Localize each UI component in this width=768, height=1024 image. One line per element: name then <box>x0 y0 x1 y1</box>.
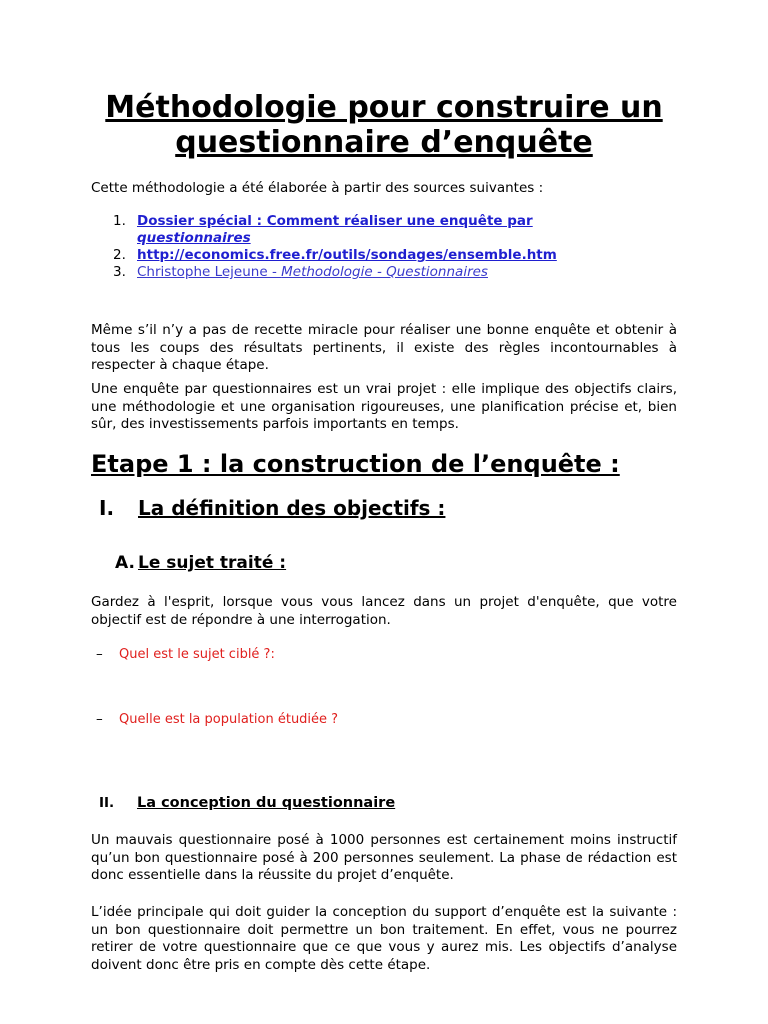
source-item <box>91 264 651 281</box>
section-2-number: II. <box>99 795 115 811</box>
document-title: Méthodologie pour construire un questionnaire d’enquête <box>105 90 663 160</box>
source-number: 3. <box>113 264 126 280</box>
paragraph-recette: Même s’il n’y a pas de recette miracle pour réaliser une bonne enquête et obtenir à tous les coups des résultats pertinents, il existe des règles incontournables à respecter à chaque étape. <box>91 322 677 373</box>
paragraph-esprit: Gardez à l'esprit, lorsque vous vous lancez dans un projet d'enquête, que votre objectif est de répondre à une interrogation. <box>91 594 677 628</box>
paragraph-idee-principale: L’idée principale qui doit guider la conception du support d’enquête est la suivante : un bon questionnaire doit permettre un bon traitement. En effet, vous ne pourrez retirer de votre questionnaire que ce que vous y aurez mis. Les objectifs d’analyse doivent donc être pris en compte dès cette étape. <box>91 904 677 973</box>
subsection-a-heading: Le sujet traité : <box>138 553 287 573</box>
question-sujet: Quel est le sujet ciblé ?: <box>119 647 275 662</box>
source-number: 1. <box>113 213 126 229</box>
paragraph-projet: Une enquête par questionnaires est un vrai projet : elle implique des objectifs clairs, une méthodologie et une organisation rigoureuses, une planification précise et, bien sûr, des investissements parfois importants en temps. <box>91 381 677 432</box>
sources-list <box>91 213 651 281</box>
source-item <box>91 213 651 247</box>
section-2-heading: La conception du questionnaire <box>137 795 396 811</box>
list-dash: – <box>96 711 103 727</box>
source-link-lejeune[interactable]: Christophe Lejeune - Methodologie - Questionnaires <box>137 264 488 280</box>
intro-text: Cette méthodologie a été élaborée à partir des sources suivantes : <box>91 180 544 196</box>
source-link-economics[interactable]: http://economics.free.fr/outils/sondages/ensemble.htm <box>137 247 557 263</box>
section-1-heading: La définition des objectifs : <box>138 496 446 520</box>
etape-1-heading: Etape 1 : la construction de l’enquête : <box>91 450 620 478</box>
source-number: 2. <box>113 247 126 263</box>
source-link-dossier[interactable]: Dossier spécial : Comment réaliser une enquête par questionnaires <box>137 213 533 246</box>
question-population: Quelle est la population étudiée ? <box>119 712 339 727</box>
source-item <box>91 247 651 264</box>
section-1-number: I. <box>99 496 115 520</box>
paragraph-mauvais-questionnaire: Un mauvais questionnaire posé à 1000 personnes est certainement moins instructif qu’un bon questionnaire posé à 200 personnes seulement. La phase de rédaction est donc essentielle dans la réussite du projet d’enquête. <box>91 832 677 883</box>
list-dash: – <box>96 646 103 662</box>
subsection-a-number: A. <box>115 553 135 573</box>
